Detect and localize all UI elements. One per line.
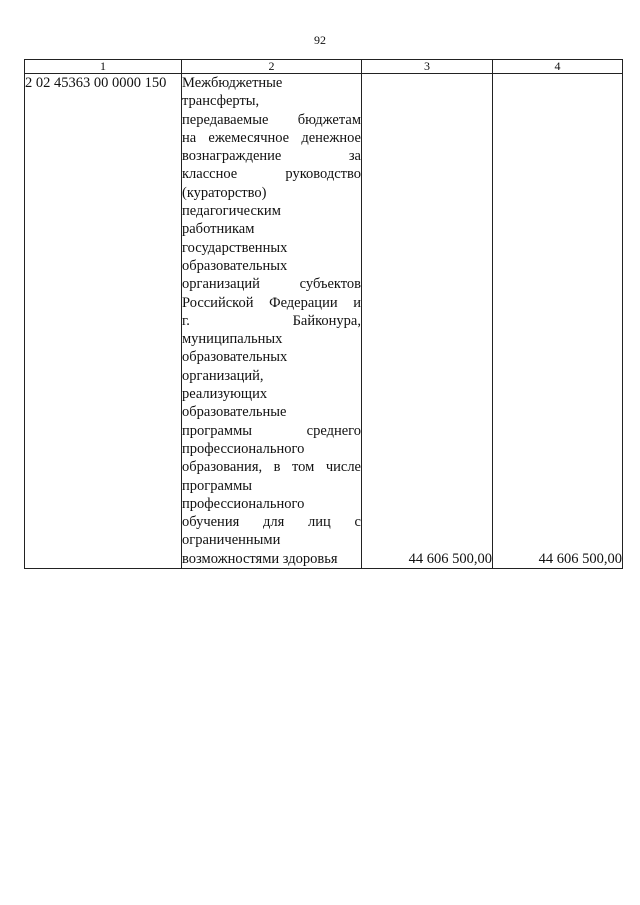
budget-classification-code: 2 02 45363 00 0000 150: [25, 74, 182, 569]
column-header-4: 4: [493, 60, 623, 74]
description-line: профессионального: [182, 440, 305, 457]
description-line: образовательных: [182, 349, 288, 366]
description-line: на ежемесячное денежное: [182, 129, 361, 146]
description-line: профессионального: [182, 495, 305, 512]
description-line: Российской Федерации и: [182, 294, 361, 311]
description-line: Межбюджетные: [182, 75, 283, 91]
amount-column-4: 44 606 500,00: [493, 74, 623, 569]
description-line: обучения для лиц с: [182, 514, 361, 531]
description-line: организаций субъектов: [182, 276, 361, 293]
income-description: [182, 74, 362, 569]
description-line: работникам: [182, 221, 255, 238]
description-line: ограниченными: [182, 532, 281, 549]
column-header-1: 1: [25, 60, 182, 74]
page-number: 92: [314, 33, 326, 47]
description-line: организаций,: [182, 367, 264, 384]
description-line: (кураторство): [182, 184, 267, 201]
description-line: образования, в том числе: [182, 459, 361, 476]
description-line: реализующих: [182, 386, 268, 403]
amount-column-3: 44 606 500,00: [362, 74, 493, 569]
description-line: программы: [182, 477, 252, 494]
column-header-3: 3: [362, 60, 493, 74]
description-line: образовательные: [182, 404, 287, 421]
table-row: [25, 74, 623, 569]
description-line: педагогическим: [182, 203, 281, 220]
description-line: г. Байконура,: [182, 312, 361, 329]
description-line: образовательных: [182, 257, 288, 274]
description-line: государственных: [182, 239, 288, 256]
description-line: трансферты,: [182, 93, 260, 110]
table-header-row: [25, 60, 623, 74]
column-header-2: 2: [182, 60, 362, 74]
description-line: муниципальных: [182, 331, 283, 348]
description-line: вознаграждение за: [182, 148, 361, 165]
description-line: передаваемые бюджетам: [182, 111, 361, 128]
description-line: классное руководство: [182, 166, 361, 183]
budget-table: [24, 59, 623, 569]
description-line: программы среднего: [182, 422, 361, 439]
description-line: возможностями здоровья: [182, 550, 338, 567]
